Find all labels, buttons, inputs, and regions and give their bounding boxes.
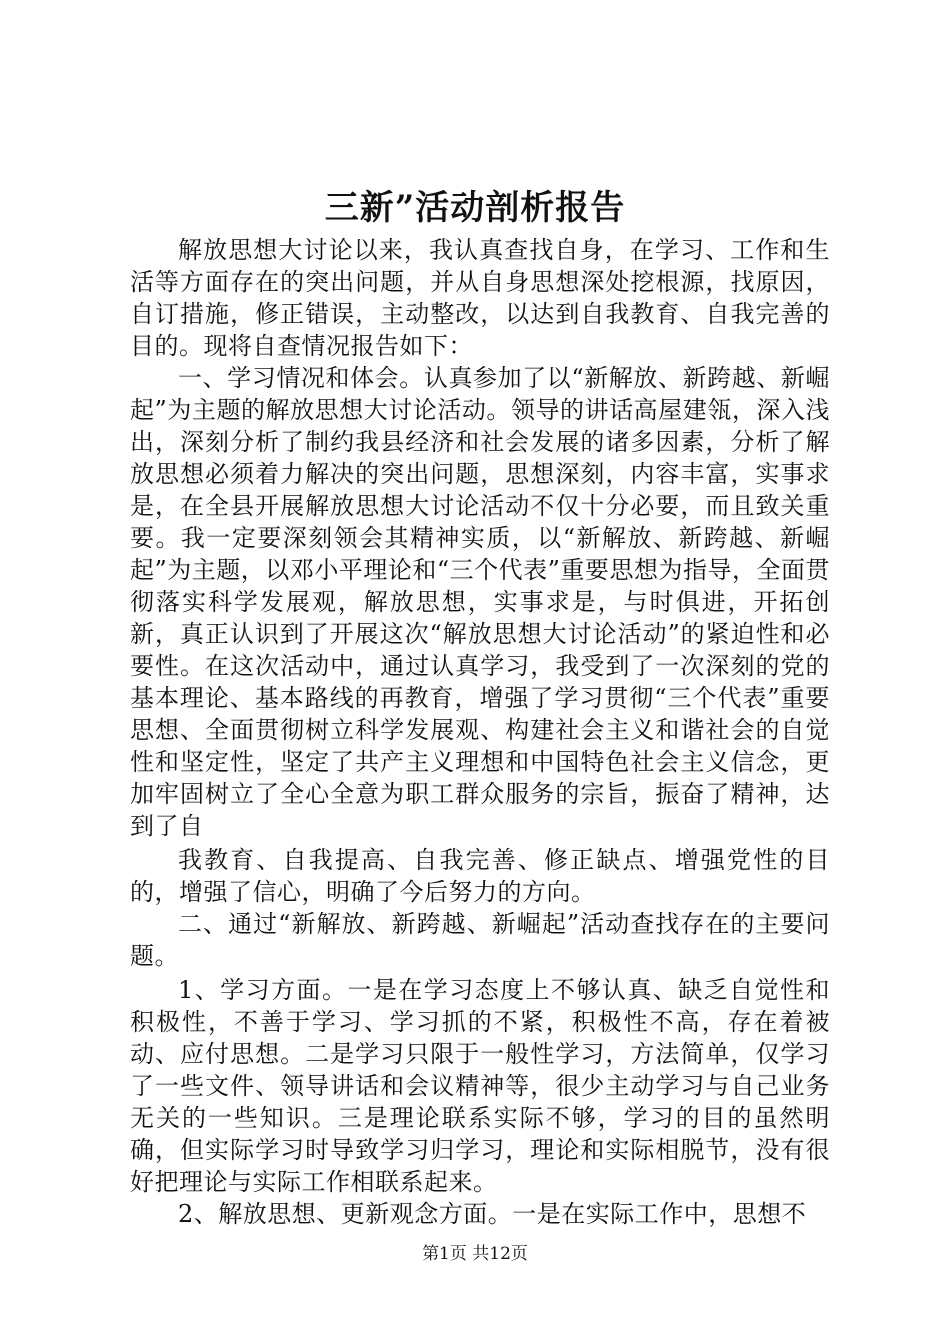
paragraph-study-experience: 一、学习情况和体会。认真参加了以“新解放、新跨越、新崛起”为主题的解放思想大讨论活动。领导的讲话高屋建瓴，深入浅出，深刻分析了制约我县经济和社会发展的诸多因素，分析了解放思想必须着力解决的突出问题，思想深刻，内容丰富，实事求是，在全县开展解放思想大讨论活动不仅十分必要，而且致关重要。我一定要深刻领会其精神实质，以“新解放、新跨越、新崛起”为主题，以邓小平理论和“三个代表”重要思想为指导，全面贯彻落实科学发展观，解放思想，实事求是，与时俱进，开拓创新，真正认识到了开展这次“解放思想大讨论活动”的紧迫性和必要性。在这次活动中，通过认真学习，我受到了一次深刻的党的基本理论、基本路线的再教育，增强了学习贯彻“三个代表”重要思想、全面贯彻树立科学发展观、构建社会主义和谐社会的自觉性和坚定性，坚定了共产主义理想和中国特色社会主义信念，更加牢固树立了全心全意为职工群众服务的宗旨，振奋了精神，达到了自 — [130, 364, 830, 840]
paragraph-learning-aspect: 1、学习方面。一是在学习态度上不够认真、缺乏自觉性和积极性，不善于学习、学习抓的不紧，积极性不高，存在着被动、应付思想。二是学习只限于一般性学习，方法简单，仅学习了一些文件、领导讲话和会议精神等，很少主动学习与自己业务无关的一些知识。三是理论联系实际不够，学习的目的虽然明确，但实际学习时导致学习归学习，理论和实际相脱节，没有很好把理论与实际工作相联系起来。 — [130, 976, 830, 1196]
page-number-footer: 第1页 共12页 — [422, 1244, 528, 1264]
document-body — [130, 234, 830, 1230]
paragraph-intro: 解放思想大讨论以来，我认真查找自身，在学习、工作和生活等方面存在的突出问题，并从自身思想深处挖根源，找原因，自订措施，修正错误，主动整改，以达到自我教育、自我完善的目的。现将自查情况报告如下： — [130, 236, 830, 360]
paragraph-study-experience-continued: 我教育、自我提高、自我完善、修正缺点、增强党性的目的，增强了信心，明确了今后努力的方向。 — [130, 846, 830, 906]
paragraph-emancipation-aspect: 2、解放思想、更新观念方面。一是在实际工作中，思想不 — [178, 1200, 807, 1228]
paragraph-main-problems: 二、通过“新解放、新跨越、新崛起”活动查找存在的主要问题。 — [130, 910, 830, 970]
document-title: 三新”活动剖析报告 — [324, 188, 626, 228]
